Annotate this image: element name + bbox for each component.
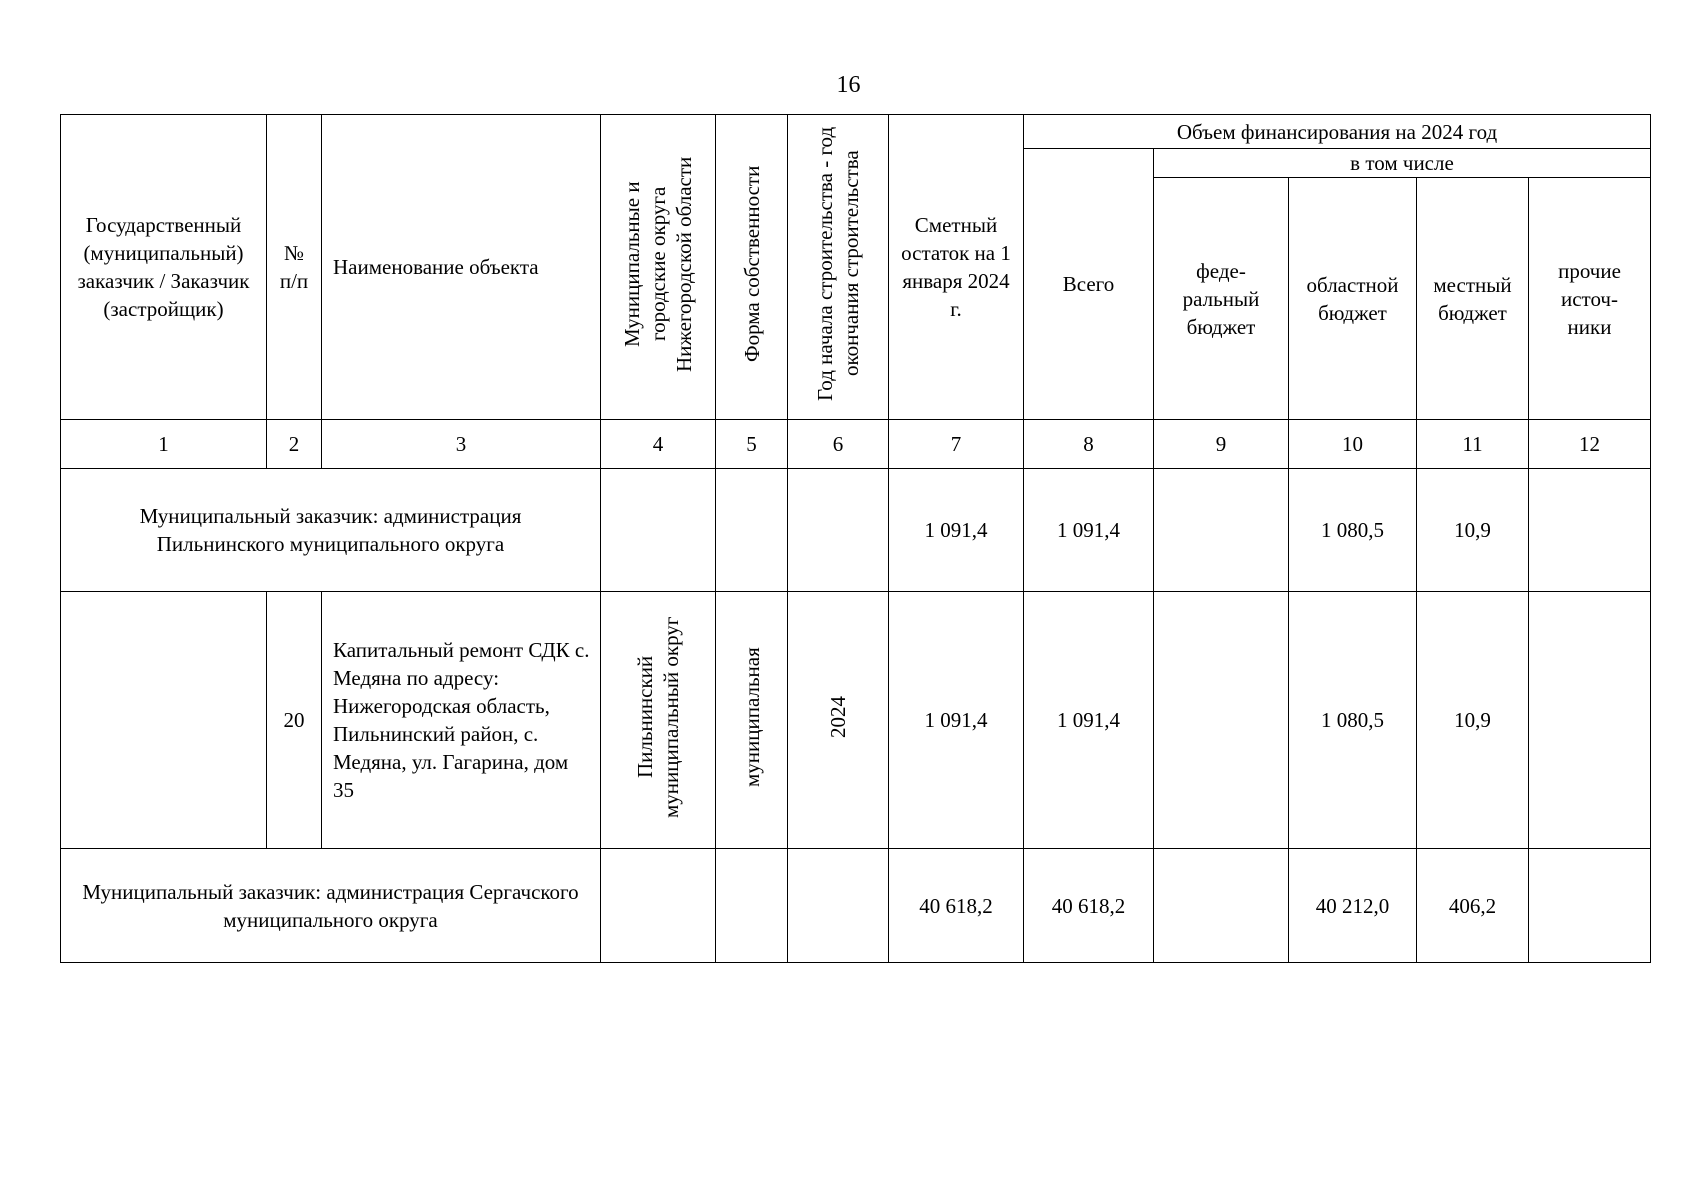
local-value: 406,2 [1417, 849, 1529, 963]
ownership-cell [716, 592, 788, 849]
header-districts-cell [601, 115, 716, 420]
column-number: 6 [788, 420, 889, 469]
federal-value [1154, 592, 1289, 849]
total-value: 1 091,4 [1024, 592, 1154, 849]
years-cell [788, 592, 889, 849]
object-name: Капитальный ремонт СДК с. Медяна по адресу: Нижегородская область, Пильнинский район, с. Медяна, ул. Гагарина, дом 35 [322, 592, 601, 849]
local-value: 10,9 [1417, 592, 1529, 849]
header-customer: Государственный (муниципальный) заказчик / Заказчик (застройщик) [61, 115, 267, 420]
column-numbers-row [61, 420, 1651, 469]
column-number: 12 [1529, 420, 1651, 469]
district-cell [601, 592, 716, 849]
federal-value [1154, 849, 1289, 963]
header-ownership: Форма собственности [739, 165, 764, 362]
customer-name: Муниципальный заказчик: администрация Пильнинского муниципального округа [61, 469, 601, 592]
header-years-cell [788, 115, 889, 420]
column-number: 8 [1024, 420, 1154, 469]
district-name: Пильнинский муниципальный округ [633, 615, 683, 818]
financing-table [60, 114, 1651, 963]
regional-value: 1 080,5 [1289, 592, 1417, 849]
header-regional: областной бюджет [1289, 178, 1417, 420]
regional-value: 1 080,5 [1289, 469, 1417, 592]
column-number: 11 [1417, 420, 1529, 469]
column-number: 2 [267, 420, 322, 469]
header-including: в том числе [1154, 149, 1651, 178]
local-value: 10,9 [1417, 469, 1529, 592]
header-object-name: Наименование объекта [322, 115, 601, 420]
column-number: 9 [1154, 420, 1289, 469]
header-other: прочие источ-ники [1529, 178, 1651, 420]
column-number: 10 [1289, 420, 1417, 469]
header-federal: феде-ральный бюджет [1154, 178, 1289, 420]
row-number: 20 [267, 592, 322, 849]
federal-value [1154, 469, 1289, 592]
balance-value: 1 091,4 [889, 469, 1024, 592]
header-num: № п/п [267, 115, 322, 420]
other-value [1529, 849, 1651, 963]
header-local: местный бюджет [1417, 178, 1529, 420]
table-row [61, 849, 1651, 963]
total-value: 1 091,4 [1024, 469, 1154, 592]
column-number: 5 [716, 420, 788, 469]
total-value: 40 618,2 [1024, 849, 1154, 963]
header-ownership-cell [716, 115, 788, 420]
header-years: Год начала строительства - год окончания строительства [813, 126, 863, 401]
header-total: Всего [1024, 149, 1154, 420]
balance-value: 40 618,2 [889, 849, 1024, 963]
page-number: 16 [836, 72, 861, 98]
column-number: 3 [322, 420, 601, 469]
header-districts: Муниципальные и городские округа Нижегородской области [620, 155, 696, 372]
column-number: 7 [889, 420, 1024, 469]
years-value: 2024 [826, 695, 850, 738]
ownership-value: муниципальная [739, 646, 764, 787]
column-number: 4 [601, 420, 716, 469]
customer-name: Муниципальный заказчик: администрация Сергачского муниципального округа [61, 849, 601, 963]
header-balance: Сметный остаток на 1 января 2024 г. [889, 115, 1024, 420]
table-row [61, 592, 1651, 849]
header-funding: Объем финансирования на 2024 год [1024, 115, 1651, 149]
table-row [61, 469, 1651, 592]
regional-value: 40 212,0 [1289, 849, 1417, 963]
balance-value: 1 091,4 [889, 592, 1024, 849]
other-value [1529, 469, 1651, 592]
other-value [1529, 592, 1651, 849]
column-number: 1 [61, 420, 267, 469]
